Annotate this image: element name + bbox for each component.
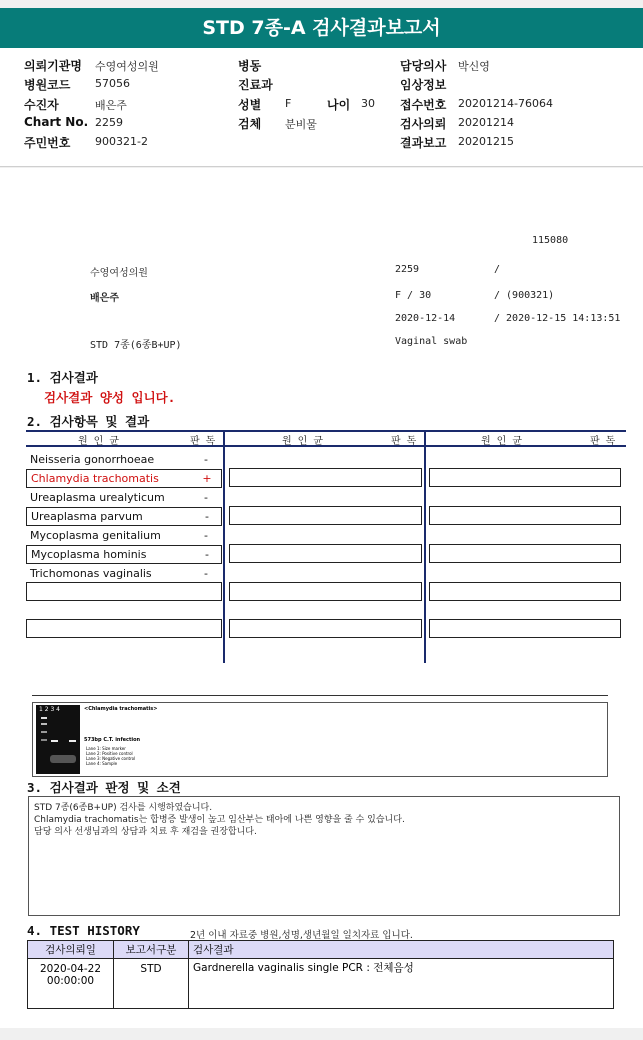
- history-table: [27, 940, 614, 1009]
- gel-title: <Chlamydia trachomatis>: [84, 706, 158, 712]
- th-result-2: 판 독: [391, 436, 417, 447]
- th-result-3: 판 독: [590, 436, 616, 447]
- gel-band: [41, 723, 47, 725]
- age-label: 나이: [327, 98, 351, 112]
- gel-legend-item: Lane 4: Sample: [86, 761, 118, 766]
- header-value: 57056: [95, 77, 130, 90]
- report-patient: 배은주: [90, 293, 119, 304]
- header-value: 수영여성의원: [95, 60, 159, 73]
- report-datetime: / 2020-12-15 14:13:51: [494, 313, 621, 324]
- header-label: Chart No.: [24, 115, 89, 129]
- section3-title: 3. 검사결과 판정 및 소견: [27, 780, 181, 795]
- gel-band: [41, 731, 47, 733]
- gel-smear: [50, 755, 76, 763]
- organism-name: Ureaplasma parvum: [31, 510, 143, 523]
- header-info: [0, 48, 643, 167]
- organism-name: Mycoplasma hominis: [31, 548, 147, 561]
- header-label: 병원코드: [24, 78, 71, 92]
- header-label: 수진자: [24, 98, 59, 112]
- opinion-line: Chlamydia trachomatis는 합병증 발생이 높고 임산부는 태아에 나쁜 영향을 줄 수 있습니다.: [34, 815, 405, 825]
- opinion-line: STD 7종(6종B+UP) 검사를 시행하였습니다.: [34, 803, 213, 813]
- table-row: [26, 545, 222, 564]
- organism-result: -: [205, 548, 209, 561]
- empty-cell: [429, 468, 621, 487]
- history-result: Gardnerella vaginalis single PCR : 전체음성: [189, 959, 614, 1009]
- report-birth: / (900321): [494, 290, 555, 301]
- table-divider-2: [424, 430, 426, 663]
- table-row: [26, 488, 226, 507]
- history-date-cell: [28, 959, 114, 1009]
- history-header-row: [28, 941, 614, 959]
- header-value: 900321-2: [95, 135, 148, 148]
- th-result-1: 판 독: [190, 436, 216, 447]
- empty-cell: [229, 619, 422, 638]
- header-value: 20201215: [458, 135, 514, 148]
- empty-cell: [429, 582, 621, 601]
- table-row: [26, 564, 226, 583]
- section1-result: 검사결과 양성 입니다.: [44, 390, 176, 405]
- opinion-line: 담당 의사 선생님과의 상담과 치료 후 재검을 권장합니다.: [34, 827, 257, 837]
- gel-legend-item: Lane 2: Positive control: [86, 751, 133, 756]
- report-slash: /: [494, 264, 501, 275]
- gel-legend-item: Lane 3: Negative control: [86, 756, 136, 761]
- history-date: 2020-04-22: [39, 963, 102, 975]
- header-label: 결과보고: [400, 136, 447, 150]
- header-value: 박신영: [458, 60, 490, 73]
- report-sex-age: F / 30: [395, 290, 432, 301]
- header-label: 담당의사: [400, 59, 447, 73]
- header-value: 배은주: [95, 99, 127, 112]
- empty-cell: [429, 506, 621, 525]
- table-row: [26, 450, 226, 469]
- header-label: 의뢰기관명: [24, 59, 82, 73]
- organism-name: Mycoplasma genitalium: [30, 529, 161, 542]
- gel-band: [51, 740, 58, 742]
- empty-cell: [429, 619, 621, 638]
- organism-name: Ureaplasma urealyticum: [30, 491, 165, 504]
- header-value: 20201214-76064: [458, 97, 553, 110]
- organism-result: -: [204, 529, 208, 542]
- organism-result: -: [205, 510, 209, 523]
- th-organism-1: 원 인 균: [78, 436, 120, 447]
- organism-result: -: [204, 491, 208, 504]
- gel-legend: [86, 746, 135, 766]
- table-row: [26, 469, 222, 488]
- section4-title: 4. TEST HISTORY: [27, 923, 140, 938]
- gel-band: [41, 717, 47, 719]
- report-test-name: STD 7종(6종B+UP): [90, 340, 182, 351]
- table-row: [26, 507, 222, 526]
- gel-lane-numbers: 1 2 3 4: [39, 706, 60, 713]
- header-label: 검체: [238, 117, 262, 131]
- report-clinic: 수영여성의원: [90, 268, 148, 279]
- empty-cell: [229, 468, 422, 487]
- gel-band: [69, 740, 76, 742]
- table-row: [26, 526, 226, 545]
- empty-cell: [429, 544, 621, 563]
- organism-name: Neisseria gonorrhoeae: [30, 453, 155, 466]
- history-header-result: 검사결과: [189, 941, 614, 959]
- header-label: 성별: [238, 98, 262, 112]
- history-time: 00:00:00: [46, 975, 95, 987]
- opinion-box: [28, 796, 620, 916]
- header-label: 검사의뢰: [400, 117, 447, 131]
- report-number: 115080: [532, 235, 569, 246]
- header-label: 진료과: [238, 78, 273, 92]
- header-label: 주민번호: [24, 136, 71, 150]
- header-label: 병동: [238, 59, 262, 73]
- age-value: 30: [361, 97, 375, 110]
- header-value: 분비물: [285, 118, 317, 131]
- header-value: 2259: [95, 116, 123, 129]
- history-note: 2년 이내 자료중 병원,성명,생년월일 일치자료 입니다.: [190, 930, 413, 941]
- section1-title: 1. 검사결과: [27, 370, 98, 385]
- header-value: 20201214: [458, 116, 514, 129]
- header-label: 임상정보: [400, 78, 447, 92]
- organism-result: -: [204, 453, 208, 466]
- header-value: F: [285, 97, 292, 110]
- history-type: STD: [114, 959, 189, 1009]
- history-header-date: 검사의뢰일: [28, 941, 114, 959]
- empty-cell: [26, 582, 222, 601]
- section2-title: 2. 검사항목 및 결과: [27, 414, 150, 429]
- organism-result: -: [204, 567, 208, 580]
- th-organism-3: 원 인 균: [481, 436, 523, 447]
- gel-band-label: 573bp C.T. infection: [84, 737, 141, 743]
- empty-cell: [229, 582, 422, 601]
- gel-band: [41, 739, 47, 741]
- empty-cell: [229, 544, 422, 563]
- gel-top-rule: [32, 695, 608, 696]
- history-header-type: 보고서구분: [114, 941, 189, 959]
- empty-cell: [229, 506, 422, 525]
- table-row: [28, 959, 614, 1009]
- organism-name: Trichomonas vaginalis: [30, 567, 152, 580]
- report-specimen: Vaginal swab: [395, 336, 468, 347]
- organism-result: +: [202, 472, 212, 485]
- report-title: STD 7종-A 검사결과보고서: [0, 8, 643, 48]
- gel-electrophoresis-image: [36, 705, 80, 774]
- empty-cell: [26, 619, 222, 638]
- th-organism-2: 원 인 균: [282, 436, 324, 447]
- gel-legend-item: Lane 1: Size marker: [86, 746, 126, 751]
- organism-name: Chlamydia trachomatis: [31, 472, 159, 485]
- report-request-date: 2020-12-14: [395, 313, 456, 324]
- header-label: 접수번호: [400, 98, 447, 112]
- report-chart-no: 2259: [395, 264, 420, 275]
